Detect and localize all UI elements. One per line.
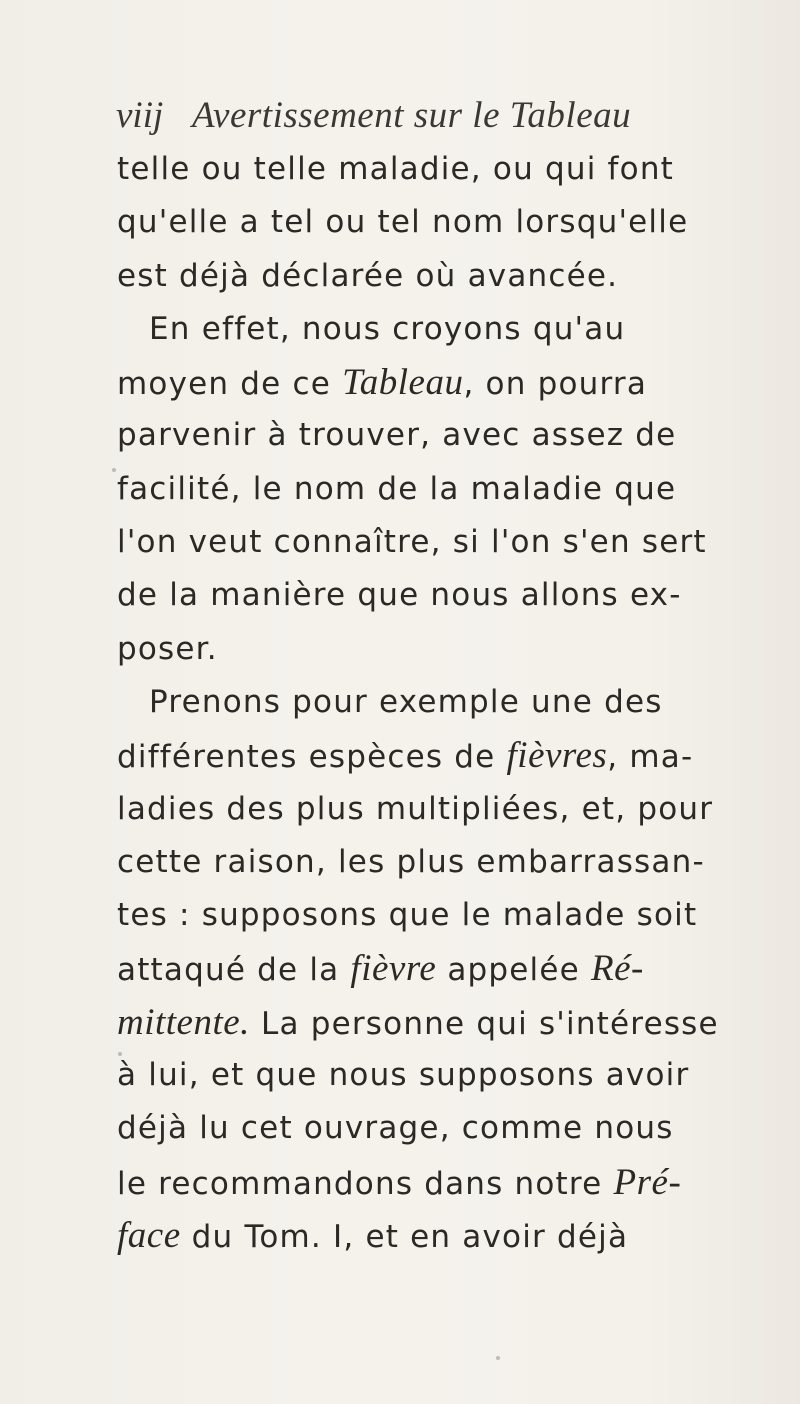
page-header bbox=[116, 94, 716, 140]
page-number: viij bbox=[116, 95, 164, 136]
text-run: , ma- bbox=[607, 739, 694, 776]
italic-text: face bbox=[117, 1214, 181, 1256]
italic-text: mittente. bbox=[117, 1001, 250, 1043]
italic-text: Ré- bbox=[590, 948, 644, 990]
text-line bbox=[117, 463, 757, 516]
text-run: , on pourra bbox=[463, 366, 648, 403]
text-line bbox=[117, 623, 757, 676]
text-line bbox=[117, 729, 757, 782]
text-run: tes : supposons que le malade soit bbox=[117, 897, 698, 934]
italic-text: Tableau bbox=[342, 362, 464, 404]
text-run: l'on veut connaître, si l'on s'en sert bbox=[117, 524, 707, 561]
text-line bbox=[117, 1156, 757, 1209]
text-run: poser. bbox=[117, 630, 218, 667]
text-run: à lui, et que nous supposons avoir bbox=[117, 1057, 690, 1094]
text-line bbox=[117, 143, 757, 196]
text-run: de la manière que nous allons ex- bbox=[117, 577, 682, 614]
text-run: Prenons pour exemple une des bbox=[149, 683, 663, 720]
text-line bbox=[117, 196, 757, 249]
text-run: le recommandons dans notre bbox=[117, 1165, 614, 1202]
text-run: La personne qui s'intéresse bbox=[249, 1005, 719, 1042]
text-line bbox=[117, 569, 757, 622]
text-run: est déjà déclarée où avancée. bbox=[117, 257, 619, 294]
text-line bbox=[117, 836, 757, 889]
text-line bbox=[117, 1049, 757, 1102]
italic-text: Pré- bbox=[613, 1161, 682, 1203]
italic-text: fièvre bbox=[350, 948, 437, 990]
text-line bbox=[117, 996, 757, 1049]
text-run: appelée bbox=[436, 952, 591, 989]
text-line bbox=[117, 250, 757, 303]
text-line bbox=[117, 1209, 757, 1262]
running-title: Avertissement sur le Tableau bbox=[192, 95, 632, 136]
paper-speck bbox=[118, 1052, 122, 1056]
paper-speck bbox=[112, 468, 116, 472]
text-run: qu'elle a tel ou tel nom lorsqu'elle bbox=[117, 204, 689, 241]
text-run: facilité, le nom de la maladie que bbox=[117, 470, 677, 507]
text-line bbox=[117, 942, 757, 995]
text-run: telle ou telle maladie, ou qui font bbox=[117, 151, 675, 187]
text-run: attaqué de la bbox=[117, 952, 351, 989]
text-run: cette raison, les plus embarrassan- bbox=[117, 843, 705, 880]
text-line bbox=[117, 783, 757, 836]
text-run: différentes espèces de bbox=[117, 739, 507, 776]
text-line bbox=[117, 516, 757, 569]
text-run: ladies des plus multipliées, et, pour bbox=[117, 790, 714, 827]
paper-speck bbox=[496, 1356, 500, 1360]
text-run: du Tom. I, et en avoir déjà bbox=[180, 1218, 629, 1255]
text-run: déjà lu cet ouvrage, comme nous bbox=[117, 1110, 674, 1147]
text-line bbox=[117, 356, 757, 409]
body-text bbox=[117, 143, 757, 1262]
text-line bbox=[117, 889, 757, 942]
text-run: En effet, nous croyons qu'au bbox=[149, 310, 626, 347]
italic-text: fièvres bbox=[506, 735, 608, 777]
text-run: parvenir à trouver, avec assez de bbox=[117, 417, 677, 454]
text-line bbox=[117, 1102, 757, 1155]
text-line bbox=[117, 303, 757, 356]
text-line bbox=[117, 409, 757, 462]
text-line bbox=[117, 676, 757, 729]
text-run: moyen de ce bbox=[117, 366, 343, 403]
